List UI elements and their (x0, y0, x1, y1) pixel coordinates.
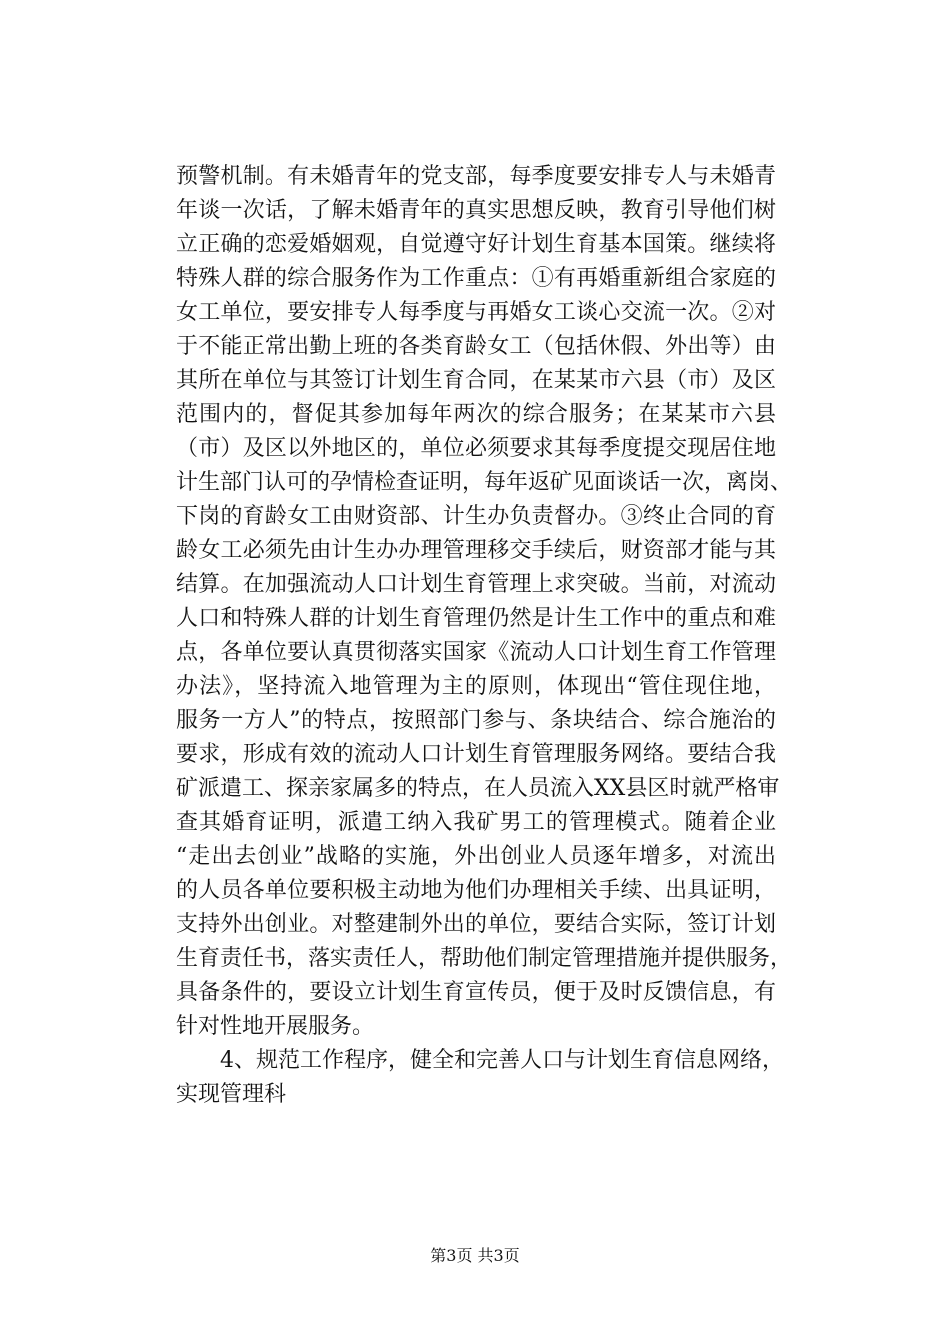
text-line: 具备条件的，要设立计划生育宣传员，便于及时反馈信息，有 (176, 980, 776, 1005)
text-line: 预警机制。有未婚青年的党支部，每季度要安排专人与未婚青 (176, 164, 776, 189)
text-line: 于不能正常出勤上班的各类育龄女工（包括休假、外出等）由 (176, 334, 776, 359)
text-line: （市）及区以外地区的，单位必须要求其每季度提交现居住地 (176, 436, 776, 461)
section-heading-line: 4、规范工作程序，健全和完善人口与计划生育信息网络， (220, 1048, 784, 1073)
text-line: 办法》，坚持流入地管理为主的原则，体现出“管住现住地， (176, 674, 776, 699)
text-line: 其所在单位与其签订计划生育合同，在某某市六县（市）及区 (176, 368, 776, 393)
text-line: 下岗的育龄女工由财资部、计生办负责督办。③终止合同的育 (176, 504, 776, 529)
body-text (176, 160, 793, 1112)
text-line: 服务一方人”的特点，按照部门参与、条块结合、综合施治的 (176, 708, 776, 733)
text-line: 结算。在加强流动人口计划生育管理上求突破。当前，对流动 (176, 572, 776, 597)
page-number-footer: 第3页 共3页 (430, 1246, 520, 1265)
text-line: 女工单位，要安排专人每季度与再婚女工谈心交流一次。②对 (176, 300, 776, 325)
text-line: 特殊人群的综合服务作为工作重点：①有再婚重新组合家庭的 (176, 266, 776, 291)
text-line: 人口和特殊人群的计划生育管理仍然是计生工作中的重点和难 (176, 606, 776, 631)
text-line: 计生部门认可的孕情检查证明，每年返矿见面谈话一次，离岗、 (176, 470, 793, 495)
text-line: 范围内的，督促其参加每年两次的综合服务；在某某市六县 (176, 402, 776, 427)
text-line: 针对性地开展服务。 (176, 1014, 375, 1039)
text-line: 实现管理科 (176, 1082, 287, 1107)
text-line: 生育责任书，落实责任人，帮助他们制定管理措施并提供服务， (176, 946, 793, 971)
text-line: 年谈一次话，了解未婚青年的真实思想反映，教育引导他们树 (176, 198, 776, 223)
text-line: 查其婚育证明，派遣工纳入我矿男工的管理模式。随着企业 (176, 810, 776, 835)
text-line: 支持外出创业。对整建制外出的单位，要结合实际，签订计划 (176, 912, 776, 937)
text-line: 的人员各单位要积极主动地为他们办理相关手续、出具证明， (176, 878, 776, 903)
text-line: 矿派遣工、探亲家属多的特点，在人员流入XX县区时就严格审 (176, 776, 780, 801)
text-line: 立正确的恋爱婚姻观，自觉遵守好计划生育基本国策。继续将 (176, 232, 776, 257)
text-line: 要求，形成有效的流动人口计划生育管理服务网络。要结合我 (176, 742, 776, 767)
text-line: 点，各单位要认真贯彻落实国家《流动人口计划生育工作管理 (176, 640, 776, 665)
text-line: 龄女工必须先由计生办办理管理移交手续后，财资部才能与其 (176, 538, 776, 563)
text-line: “走出去创业”战略的实施，外出创业人员逐年增多，对流出 (176, 844, 776, 869)
